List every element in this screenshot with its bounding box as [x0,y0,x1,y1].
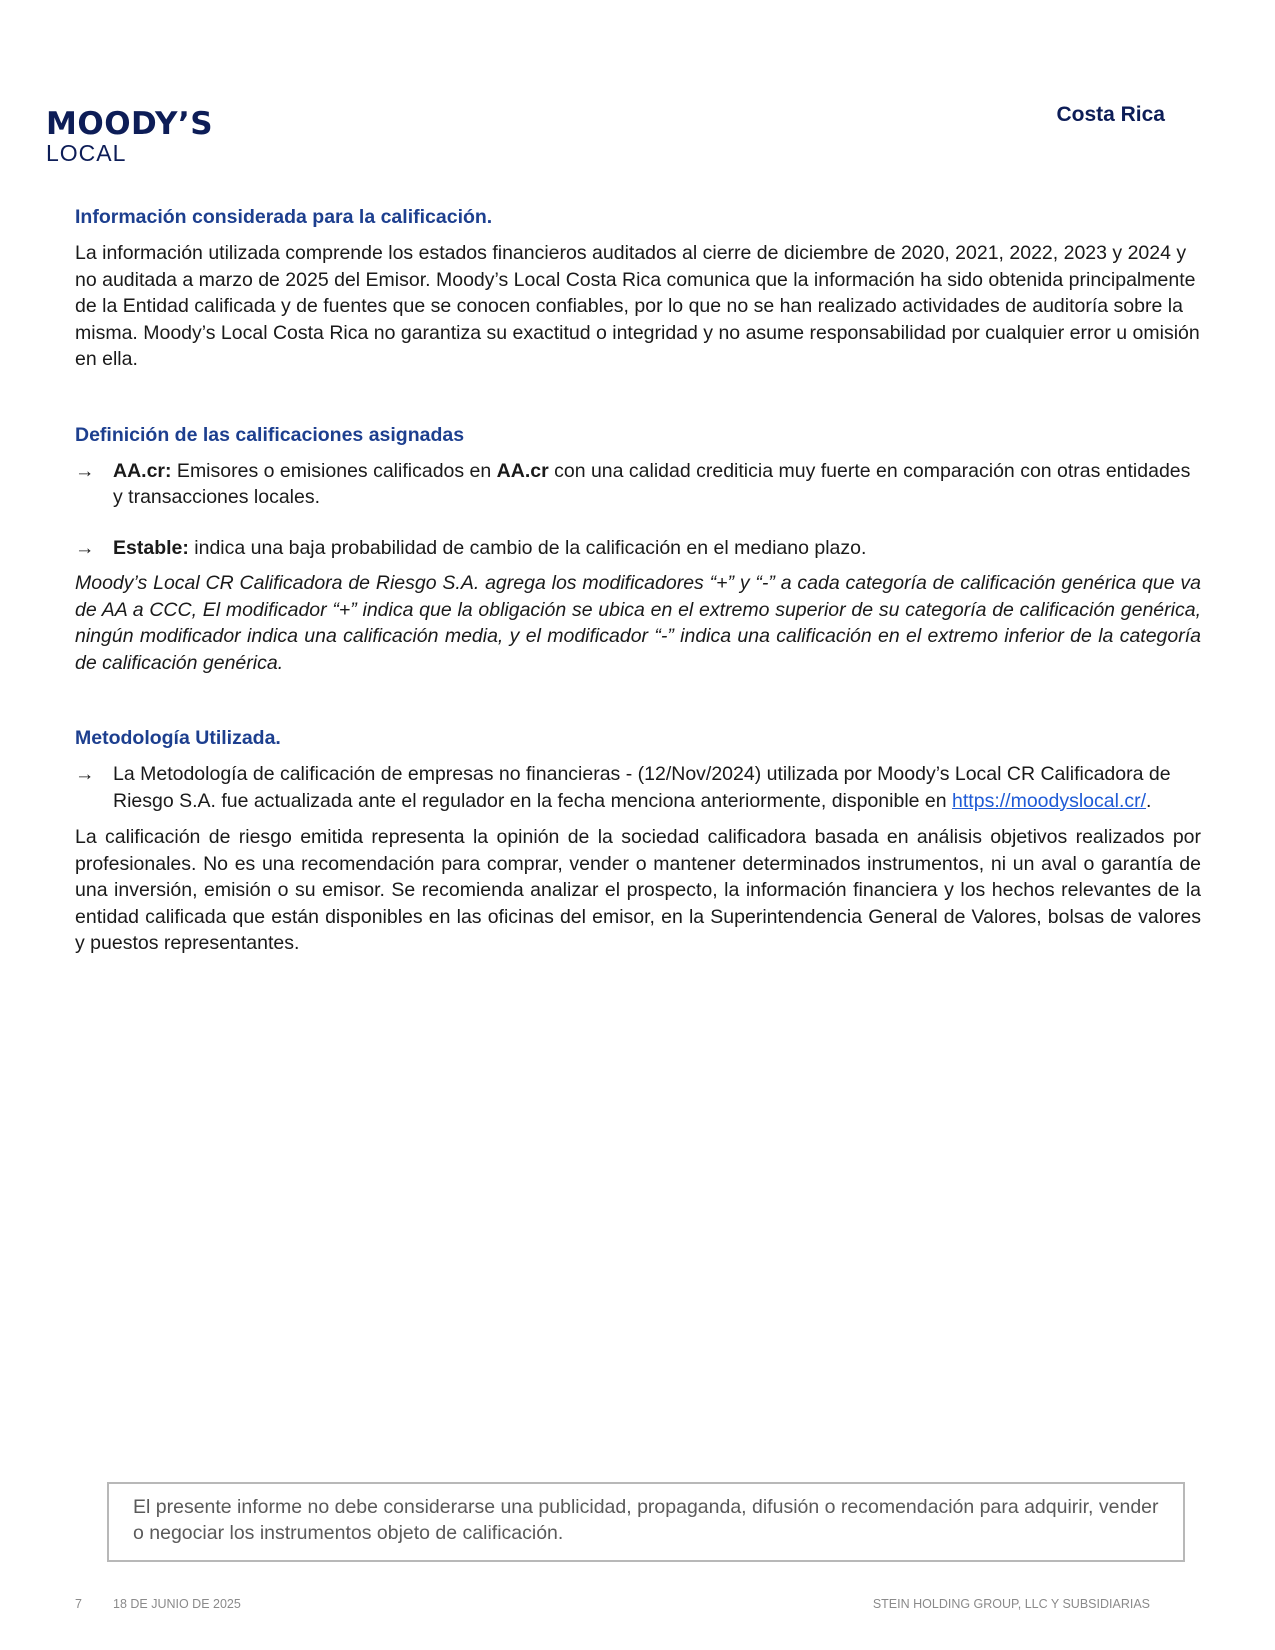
disclaimer-paragraph: La calificación de riesgo emitida representa la opinión de la sociedad calificadora basada en análisis objetivos realizados por profesionales. No es una recomendación para comprar, vender o mantener determinados instrumentos, ni un aval o garantía de una inversión, emisión o su emisor. Se recomienda analizar el prospecto, la información financiera y los hechos relevantes de la entidad calificada que están disponibles en las oficinas del emisor, en la Superintendencia General de Valores, bolsas de valores y puestos representantes. [75,826,1201,954]
arrow-icon: → [75,763,95,785]
definition-term: Estable: [113,536,189,559]
methodology-item [75,761,1201,814]
info-paragraph: La información utilizada comprende los estados financieros auditados al cierre de diciembre de 2020, 2021, 2022, 2023 y 2024 y no auditada a marzo de 2025 del Emisor. Moody’s Local Costa Rica comunica que la información ha sido obtenida principalmente de la Entidad calificada y de fuentes que se conocen confiables, por lo que no se han realizado actividades de auditoría sobre la misma. Moody’s Local Costa Rica no garantiza su exactitud o integridad y no asume responsabilidad por cualquier error u omisión en ella. [75,242,1200,370]
company-name: STEIN HOLDING GROUP, LLC Y SUBSIDIARIAS [872,1597,1150,1611]
moodys-local-logo [46,108,213,165]
page-number: 7 [75,1597,82,1611]
definition-text: con una calidad crediticia muy fuerte en comparación con otras entidades y transacciones locales. [113,459,1191,508]
methodology-end: . [1146,789,1152,812]
report-date: 18 DE JUNIO DE 2025 [113,1597,241,1611]
country-label: Costa Rica [1056,103,1165,126]
definition-text: Emisores o emisiones calificados en [171,459,497,482]
arrow-icon: → [75,459,95,482]
definition-bold: AA.cr [496,459,549,482]
methodology-text: La Metodología de calificación de empresas no financieras - (12/Nov/2024) utilizada por Moody’s Local CR Calificadora de Riesgo S.A. fue actualizada ante el regulador en la fecha menciona anteriormente, disponible en [113,763,1171,812]
methodology-link[interactable]: https://moodyslocal.cr/ [952,789,1147,812]
methodology-heading: Metodología Utilizada. [75,727,281,749]
modifiers-note: Moody’s Local CR Calificadora de Riesgo S.A. agrega los modificadores “+” y “-” a cada categoría de calificación genérica que va de AA a CCC, El modificador “+” indica que la obligación se ubica en el extremo superior de su categoría de calificación genérica, ningún modificador indica una calificación media, y el modificador “-” indica una calificación en el extremo inferior de la categoría de calificación genérica. [75,572,1201,674]
arrow-icon: → [75,536,95,559]
publicity-note-text: El presente informe no debe considerarse una publicidad, propaganda, difusión o recomendación para adquirir, vender o negociar los instrumentos objeto de calificación. [133,1496,1159,1544]
definition-text: indica una baja probabilidad de cambio de la calificación en el mediano plazo. [188,536,867,559]
definitions-heading: Definición de las calificaciones asignadas [75,423,465,446]
definition-term: AA.cr: [113,459,172,482]
definition-item-aa [75,458,1201,511]
report-content [75,204,1201,957]
logo-main-text: MOODY’S [46,106,214,142]
definition-item-estable [75,535,1201,562]
logo-sub-text: LOCAL [46,140,127,166]
info-heading: Información considerada para la calificación. [75,206,493,228]
publicity-note-box [107,1482,1185,1562]
